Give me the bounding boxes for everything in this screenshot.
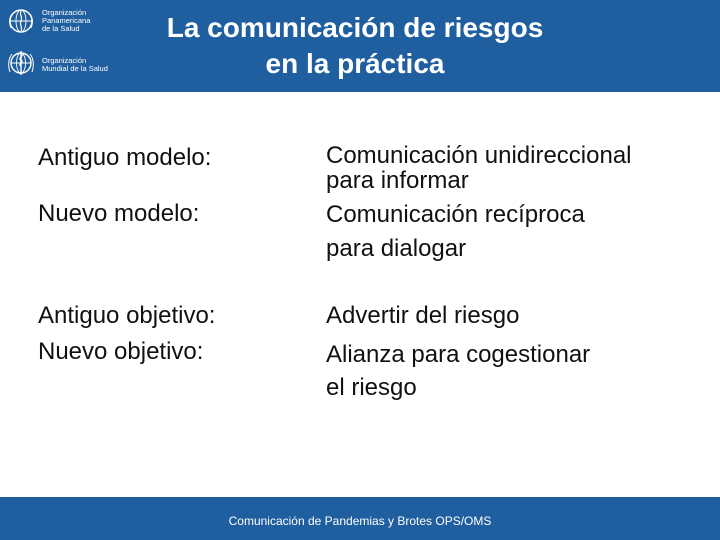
value-nuevo-objetivo (326, 338, 590, 404)
value-antiguo-modelo-line-2: para informar (326, 167, 469, 194)
label-antiguo-modelo: Antiguo modelo: (38, 144, 212, 171)
title-line-2: en la práctica (265, 48, 445, 79)
title-line-1: La comunicación de riesgos (166, 12, 544, 43)
label-antiguo-objetivo: Antiguo objetivo: (38, 302, 216, 329)
value-antiguo-objetivo-line-1: Advertir del riesgo (326, 302, 520, 329)
paho-emblem-icon (6, 6, 36, 36)
value-nuevo-modelo-line-1: Comunicación recíproca (326, 201, 585, 228)
footer-text: Comunicación de Pandemias y Brotes OPS/OMS (228, 514, 492, 528)
who-emblem-icon (6, 48, 36, 78)
label-nuevo-modelo: Nuevo modelo: (38, 200, 200, 227)
value-nuevo-modelo (326, 198, 585, 266)
who-logo-text: Organización Mundial de la Salud (42, 56, 108, 73)
label-nuevo-objetivo: Nuevo objetivo: (38, 338, 204, 365)
value-nuevo-modelo-line-2: para dialogar (326, 235, 467, 262)
value-nuevo-objetivo-line-2: el riesgo (326, 374, 417, 401)
paho-logo-text: Organización Panamericana de la Salud (42, 8, 91, 33)
value-antiguo-modelo-line-1: Comunicación unidireccional (326, 142, 632, 169)
value-nuevo-objetivo-line-1: Alianza para cogestionar (326, 341, 591, 368)
value-antiguo-modelo (326, 142, 632, 195)
labels-column (38, 0, 318, 540)
values-column (326, 0, 716, 540)
value-antiguo-objetivo (326, 302, 519, 330)
footer-bar (0, 497, 720, 540)
